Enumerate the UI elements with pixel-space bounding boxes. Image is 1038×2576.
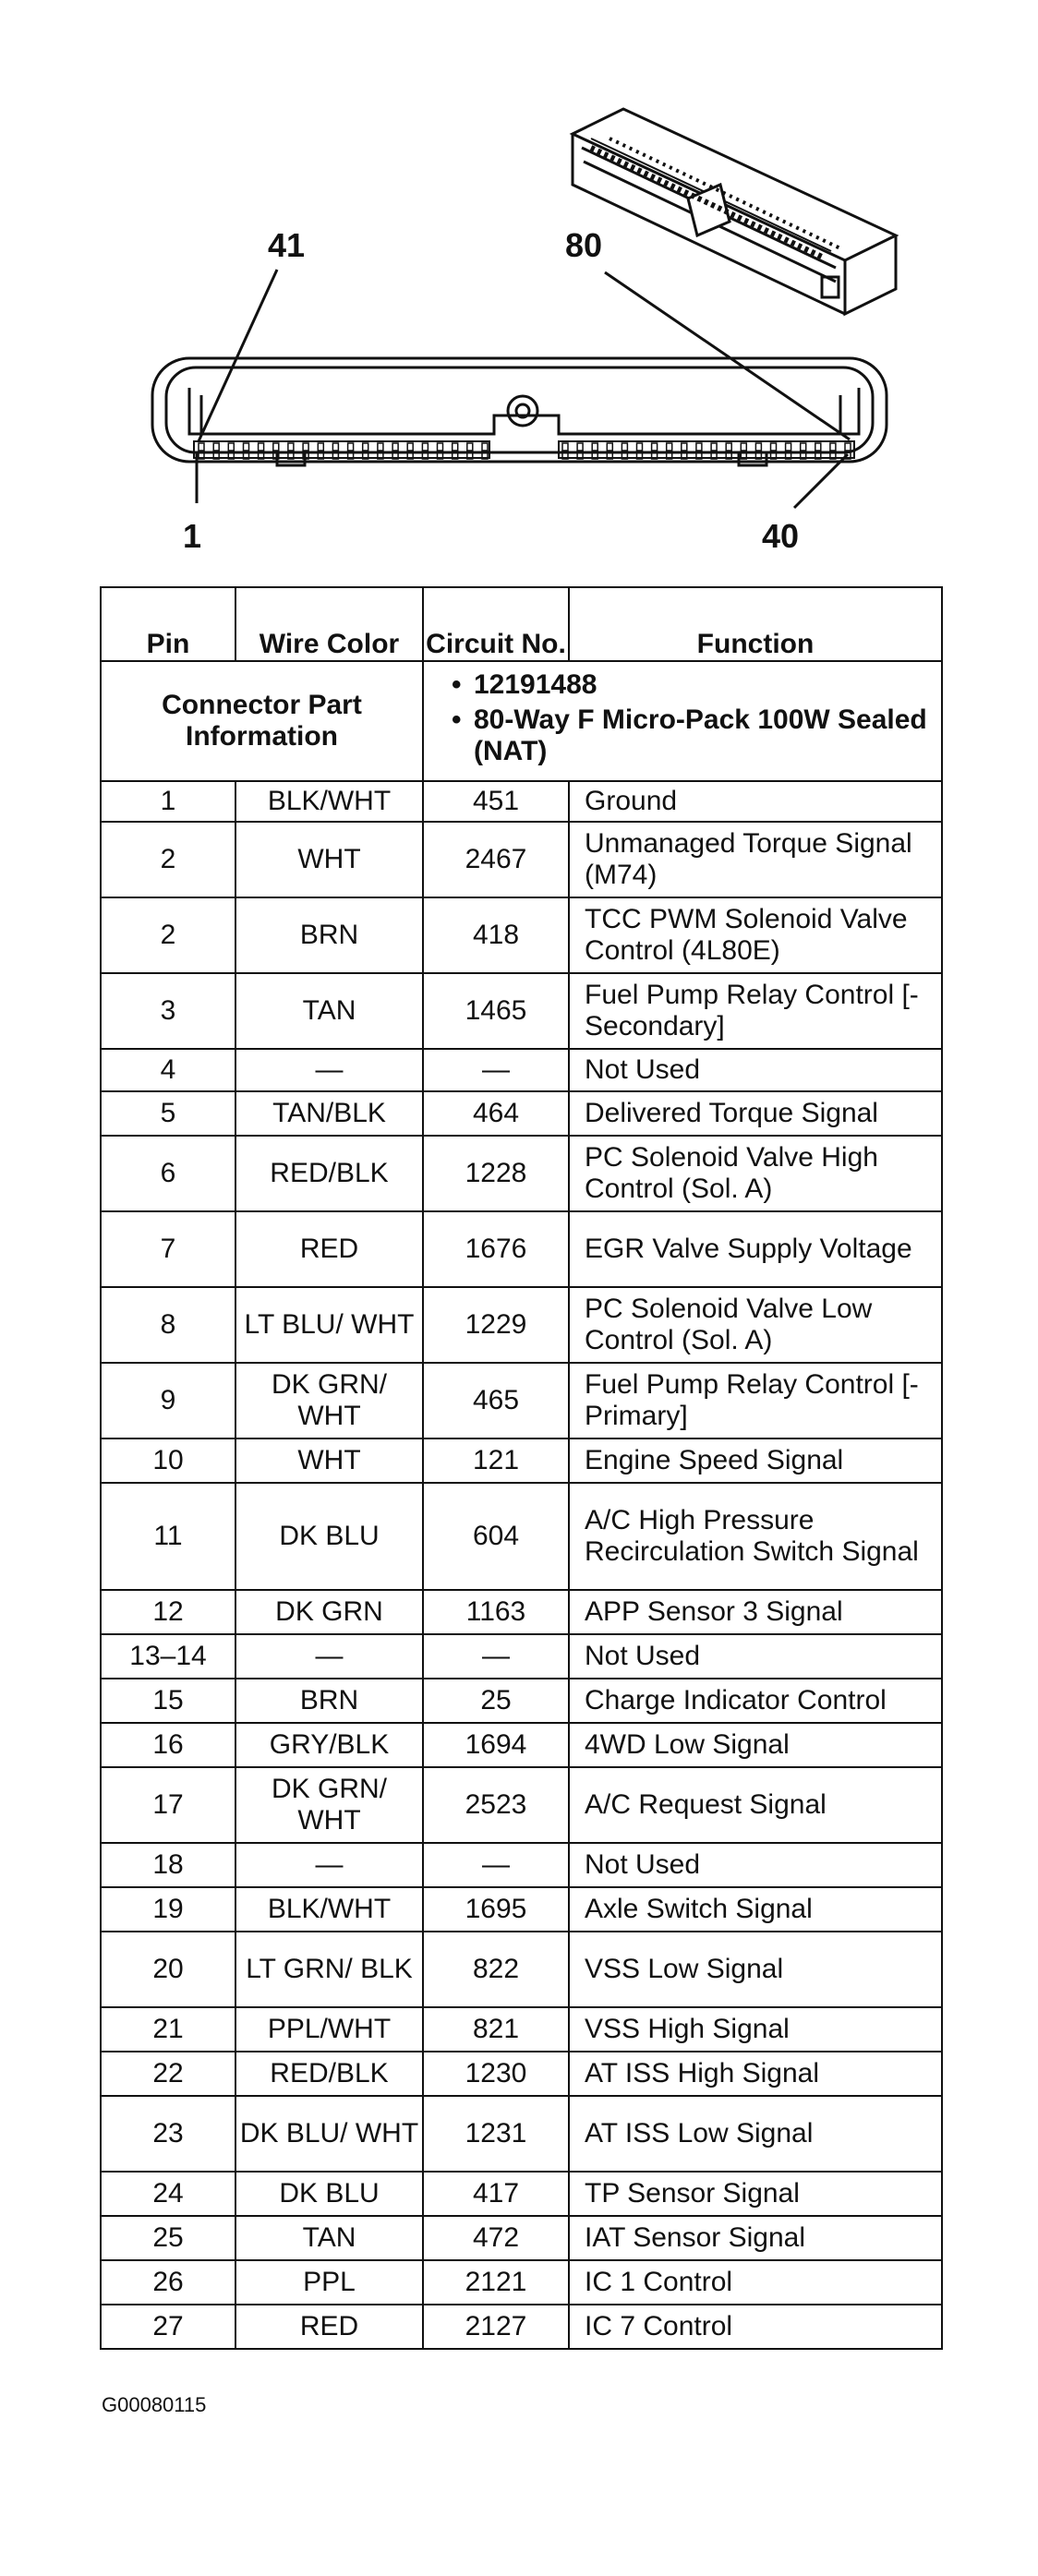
- pin-cell: 24: [101, 2172, 235, 2216]
- function-cell: APP Sensor 3 Signal: [569, 1590, 942, 1634]
- pin-cavity: [696, 443, 702, 451]
- header-circuit-no: Circuit No.: [423, 587, 569, 661]
- wire-color-cell: BRN: [235, 1679, 423, 1723]
- pin-cavity: [801, 443, 806, 451]
- pin-cavity: [771, 443, 777, 451]
- pin-cavity: [845, 443, 851, 451]
- table-row: [101, 1363, 942, 1438]
- wire-color-cell: RED: [235, 1211, 423, 1287]
- pin-cavity: [318, 443, 323, 451]
- table-row: [101, 781, 942, 822]
- table-row: [101, 1634, 942, 1679]
- pin-cavity: [755, 443, 761, 451]
- connector-info-label: Connector Part Information: [101, 661, 423, 781]
- circuit-cell: 25: [423, 1679, 569, 1723]
- circuit-cell: 1465: [423, 973, 569, 1049]
- function-cell: Ground: [569, 781, 942, 822]
- function-cell: Delivered Torque Signal: [569, 1091, 942, 1136]
- function-cell: Engine Speed Signal: [569, 1438, 942, 1483]
- function-cell: AT ISS High Signal: [569, 2052, 942, 2096]
- pin-cavity: [711, 443, 717, 451]
- pin-cell: 5: [101, 1091, 235, 1136]
- function-cell: 4WD Low Signal: [569, 1723, 942, 1767]
- circuit-cell: —: [423, 1843, 569, 1887]
- pin-cavity: [407, 443, 413, 451]
- wire-color-cell: RED: [235, 2305, 423, 2349]
- pin-cell: 10: [101, 1438, 235, 1483]
- connector-pinout-table: [100, 586, 943, 2350]
- wire-color-cell: PPL: [235, 2260, 423, 2305]
- table-row: [101, 1887, 942, 1932]
- wire-color-cell: TAN: [235, 2216, 423, 2260]
- pin-cavity: [244, 443, 249, 451]
- pin-cavity: [199, 443, 204, 451]
- pin-cell: 16: [101, 1723, 235, 1767]
- pin-cavity: [577, 443, 583, 451]
- function-cell: Charge Indicator Control: [569, 1679, 942, 1723]
- pin-cavity: [363, 443, 368, 451]
- table-row: [101, 897, 942, 973]
- circuit-cell: 1231: [423, 2096, 569, 2172]
- function-cell: Not Used: [569, 1634, 942, 1679]
- function-cell: PC Solenoid Valve High Control (Sol. A): [569, 1136, 942, 1211]
- pin-cell: 22: [101, 2052, 235, 2096]
- circuit-cell: 1163: [423, 1590, 569, 1634]
- circuit-cell: 1230: [423, 2052, 569, 2096]
- function-cell: IAT Sensor Signal: [569, 2216, 942, 2260]
- table-row: [101, 2007, 942, 2052]
- pin-cavity: [392, 443, 398, 451]
- table-row: [101, 1932, 942, 2007]
- table-row: [101, 2216, 942, 2260]
- pin-cell: 7: [101, 1211, 235, 1287]
- pin-cell: 25: [101, 2216, 235, 2260]
- connector-drawing: [0, 0, 1038, 572]
- connector-diagram: [0, 0, 1038, 572]
- pin-cavity: [228, 443, 234, 451]
- pin-cell: 23: [101, 2096, 235, 2172]
- callout-pin-1: 1: [183, 517, 202, 555]
- table-row: [101, 1483, 942, 1590]
- pin-cavity: [273, 443, 279, 451]
- callout-pin-40: 40: [762, 517, 800, 555]
- circuit-cell: —: [423, 1634, 569, 1679]
- function-cell: Not Used: [569, 1049, 942, 1091]
- pin-cell: 27: [101, 2305, 235, 2349]
- pin-cell: 21: [101, 2007, 235, 2052]
- function-cell: VSS Low Signal: [569, 1932, 942, 2007]
- connector-info-values: [423, 661, 942, 781]
- circuit-cell: 464: [423, 1091, 569, 1136]
- pin-cavity: [467, 443, 473, 451]
- wire-color-cell: BLK/WHT: [235, 1887, 423, 1932]
- pin-cell: 13–14: [101, 1634, 235, 1679]
- callout-pin-80: 80: [565, 226, 603, 264]
- table-header: [101, 587, 942, 661]
- table-row: [101, 822, 942, 897]
- pin-cell: 9: [101, 1363, 235, 1438]
- table-row: [101, 1767, 942, 1843]
- pin-cell: 6: [101, 1136, 235, 1211]
- wire-color-cell: RED/BLK: [235, 2052, 423, 2096]
- pin-cell: 17: [101, 1767, 235, 1843]
- function-cell: Axle Switch Signal: [569, 1887, 942, 1932]
- function-cell: Fuel Pump Relay Control [- Primary]: [569, 1363, 942, 1438]
- table-row: [101, 2096, 942, 2172]
- pin-cell: 2: [101, 897, 235, 973]
- header-pin: Pin: [101, 587, 235, 661]
- table-row: [101, 973, 942, 1049]
- wire-color-cell: LT BLU/ WHT: [235, 1287, 423, 1363]
- wire-color-cell: TAN: [235, 973, 423, 1049]
- table-row: [101, 1049, 942, 1091]
- circuit-cell: —: [423, 1049, 569, 1091]
- circuit-cell: 418: [423, 897, 569, 973]
- pin-cavity: [637, 443, 643, 451]
- circuit-cell: 1695: [423, 1887, 569, 1932]
- function-cell: AT ISS Low Signal: [569, 2096, 942, 2172]
- pin-cell: 15: [101, 1679, 235, 1723]
- wire-color-cell: DK BLU: [235, 1483, 423, 1590]
- wire-color-cell: BLK/WHT: [235, 781, 423, 822]
- pin-cell: 1: [101, 781, 235, 822]
- table-row: [101, 2172, 942, 2216]
- circuit-cell: 1694: [423, 1723, 569, 1767]
- table-row: [101, 1723, 942, 1767]
- table-row: [101, 2305, 942, 2349]
- pin-cavity: [562, 443, 568, 451]
- function-cell: A/C High Pressure Recirculation Switch Signal: [569, 1483, 942, 1590]
- pin-cell: 4: [101, 1049, 235, 1091]
- pin-cavity: [592, 443, 597, 451]
- function-cell: IC 1 Control: [569, 2260, 942, 2305]
- function-cell: TP Sensor Signal: [569, 2172, 942, 2216]
- wire-color-cell: RED/BLK: [235, 1136, 423, 1211]
- pin-cavity: [259, 443, 264, 451]
- table-row: [101, 1843, 942, 1887]
- pin-cavity: [348, 443, 354, 451]
- table-row: [101, 1438, 942, 1483]
- pin-cavity: [667, 443, 672, 451]
- circuit-cell: 1229: [423, 1287, 569, 1363]
- header-function: Function: [569, 587, 942, 661]
- wire-color-cell: PPL/WHT: [235, 2007, 423, 2052]
- wire-color-cell: WHT: [235, 1438, 423, 1483]
- wire-color-cell: WHT: [235, 822, 423, 897]
- pin-cavity: [726, 443, 731, 451]
- function-cell: Not Used: [569, 1843, 942, 1887]
- function-cell: VSS High Signal: [569, 2007, 942, 2052]
- figure-code: G00080115: [102, 2393, 207, 2416]
- wire-color-cell: DK BLU/ WHT: [235, 2096, 423, 2172]
- wire-color-cell: —: [235, 1049, 423, 1091]
- wire-color-cell: DK GRN/ WHT: [235, 1767, 423, 1843]
- function-cell: IC 7 Control: [569, 2305, 942, 2349]
- wire-color-cell: DK GRN/ WHT: [235, 1363, 423, 1438]
- pin-cavity: [288, 443, 294, 451]
- pin-cell: 20: [101, 1932, 235, 2007]
- pin-cavity: [213, 443, 219, 451]
- pin-cavity: [453, 443, 458, 451]
- circuit-cell: 2127: [423, 2305, 569, 2349]
- connector-description: • 80-Way F Micro-Pack 100W Sealed (NAT): [452, 704, 932, 767]
- wire-color-cell: BRN: [235, 897, 423, 973]
- function-cell: Fuel Pump Relay Control [- Secondary]: [569, 973, 942, 1049]
- function-cell: TCC PWM Solenoid Valve Control (4L80E): [569, 897, 942, 973]
- pin-cavity: [482, 443, 488, 451]
- table-row: [101, 1679, 942, 1723]
- pin-cavity: [332, 443, 338, 451]
- table-row: [101, 1211, 942, 1287]
- pin-cell: 2: [101, 822, 235, 897]
- function-cell: PC Solenoid Valve Low Control (Sol. A): [569, 1287, 942, 1363]
- table-row: [101, 1287, 942, 1363]
- function-cell: A/C Request Signal: [569, 1767, 942, 1843]
- pin-cavity: [682, 443, 687, 451]
- pin-cavity: [422, 443, 428, 451]
- circuit-cell: 1228: [423, 1136, 569, 1211]
- pin-cell: 3: [101, 973, 235, 1049]
- pin-cell: 19: [101, 1887, 235, 1932]
- function-cell: EGR Valve Supply Voltage: [569, 1211, 942, 1287]
- circuit-cell: 2523: [423, 1767, 569, 1843]
- pin-cavity: [303, 443, 308, 451]
- pin-cavity: [815, 443, 821, 451]
- pin-cavity: [652, 443, 658, 451]
- circuit-cell: 2121: [423, 2260, 569, 2305]
- pin-cavity: [830, 443, 836, 451]
- table-row: [101, 1590, 942, 1634]
- pin-cavity: [607, 443, 612, 451]
- circuit-cell: 465: [423, 1363, 569, 1438]
- callout-pin-41: 41: [268, 226, 306, 264]
- circuit-cell: 121: [423, 1438, 569, 1483]
- pin-cavity: [786, 443, 791, 451]
- wire-color-cell: —: [235, 1634, 423, 1679]
- pin-cell: 26: [101, 2260, 235, 2305]
- pin-cavity: [438, 443, 443, 451]
- pin-cell: 11: [101, 1483, 235, 1590]
- pinout-rows: [101, 781, 942, 2349]
- table-row: [101, 1136, 942, 1211]
- wire-color-cell: LT GRN/ BLK: [235, 1932, 423, 2007]
- wire-color-cell: GRY/BLK: [235, 1723, 423, 1767]
- pin-cavity: [378, 443, 383, 451]
- circuit-cell: 821: [423, 2007, 569, 2052]
- wire-color-cell: DK BLU: [235, 2172, 423, 2216]
- pin-cavity: [741, 443, 746, 451]
- circuit-cell: 1676: [423, 1211, 569, 1287]
- table-row: [101, 1091, 942, 1136]
- circuit-cell: 2467: [423, 822, 569, 897]
- circuit-cell: 451: [423, 781, 569, 822]
- table-row: [101, 2052, 942, 2096]
- pin-cell: 12: [101, 1590, 235, 1634]
- wire-color-cell: —: [235, 1843, 423, 1887]
- wire-color-cell: DK GRN: [235, 1590, 423, 1634]
- circuit-cell: 822: [423, 1932, 569, 2007]
- pin-cell: 18: [101, 1843, 235, 1887]
- wire-color-cell: TAN/BLK: [235, 1091, 423, 1136]
- pin-cavity: [622, 443, 627, 451]
- circuit-cell: 604: [423, 1483, 569, 1590]
- pin-cell: 8: [101, 1287, 235, 1363]
- table-row: [101, 2260, 942, 2305]
- circuit-cell: 472: [423, 2216, 569, 2260]
- function-cell: Unmanaged Torque Signal (M74): [569, 822, 942, 897]
- connector-info-section: [101, 661, 942, 781]
- circuit-cell: 417: [423, 2172, 569, 2216]
- callout-leaders: [197, 270, 850, 508]
- header-wire-color: Wire Color: [235, 587, 423, 661]
- connector-part-number: • 12191488: [452, 669, 932, 701]
